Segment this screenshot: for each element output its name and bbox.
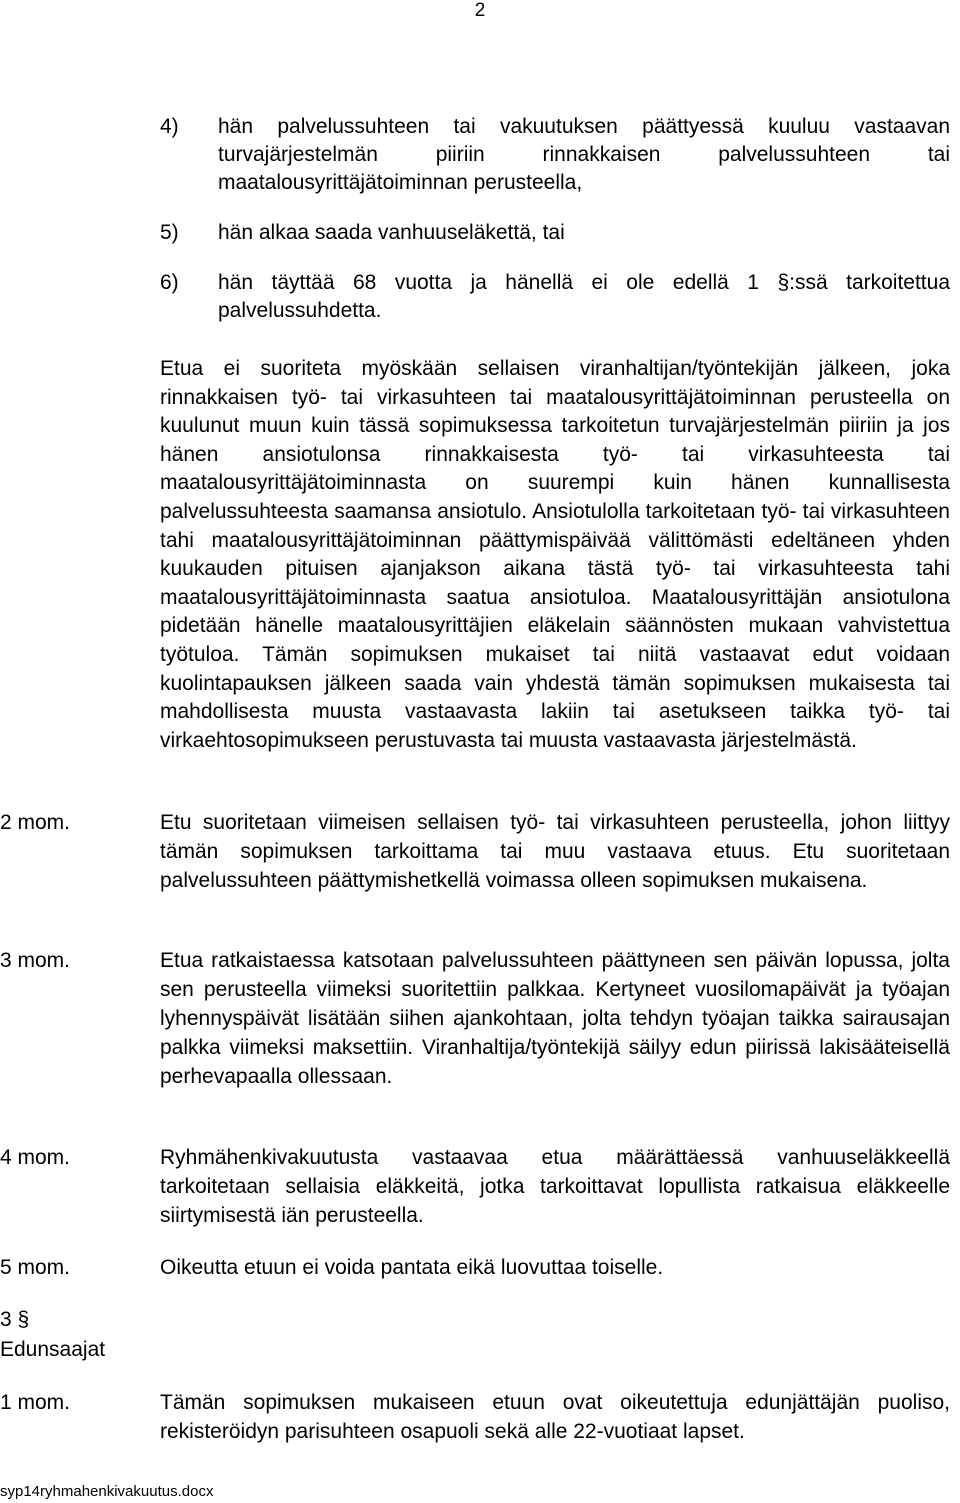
list-item-number: 4): [160, 115, 179, 138]
list-item-text: hän täyttää 68 vuotta ja hänellä ei ole edellä 1 §:ssä tarkoitettua palvelussuhdetta.: [218, 271, 950, 322]
mom-3: [0, 946, 950, 1091]
mom-text: Tämän sopimuksen mukaiseen etuun ovat oikeutettuja edunjättäjän puoliso, rekisteröidyn parisuhteen osapuoli sekä alle 22-vuotiaat lapset.: [160, 1391, 950, 1443]
page-number: 2: [474, 0, 486, 21]
mom-label: 5 mom.: [0, 1256, 71, 1279]
mom-4: [0, 1143, 950, 1230]
section-number: 3 §: [0, 1308, 30, 1331]
list-item: [160, 269, 950, 325]
mom-text: Etu suoritetaan viimeisen sellaisen työ- tai virkasuhteen perusteella, johon liittyy tämän sopimuksen tarkoittama tai muu vastaava etuus. Etu suoritetaan palvelussuhteen päättymishetkellä voimassa olleen sopimuksen mukaisena.: [160, 811, 950, 892]
mom-label: 3 mom.: [0, 949, 71, 972]
mom-2: [0, 808, 950, 895]
numbered-list: [160, 113, 950, 347]
body-paragraph: Etua ei suoriteta myöskään sellaisen viranhaltijan/työntekijän jälkeen, joka rinnakkaisen työ- tai virkasuhteen tai maatalousyrittäjätoiminnan perusteella on kuulunut muun kuin tässä sopimuksessa tarkoitetun turvajärjestelmän piiriin ja jos hänen ansiotulonsa rinnakkaisesta työ- tai virkasuhteesta tai maatalousyrittäjätoiminnasta on suurempi kuin hänen kunnallisesta palvelussuhteesta saamansa ansiotulo. Ansiotulolla tarkoitetaan työ- tai virkasuhteen tahi maatalousyrittäjätoiminnan päättymispäivää välittömästi edeltäneen yhden kuukauden pituisen ajanjakson aikana tästä työ- tai virkasuhteesta tahi maatalousyrittäjätoiminnasta saatua ansiotuloa. Maatalousyrittäjän ansiotulona pidetään hänelle maatalousyrittäjien eläkelain säännösten mukaan vahvistettua työtuloa. Tämän sopimuksen mukaiset tai niitä vastaavat edut voidaan kuolintapauksen jälkeen saada vain yhdestä tämän sopimuksen mukaisesta tai mahdollisesta muusta vastaavasta lakiin tai asetukseen taikka työ- tai virkaehtosopimukseen perustuvasta tai muusta vastaavasta järjestelmästä.: [160, 357, 950, 752]
section-heading: [0, 1305, 105, 1365]
mom-5: [0, 1253, 950, 1282]
mom-label: 1 mom.: [0, 1391, 71, 1414]
list-item-number: 6): [160, 271, 179, 294]
list-item-text: hän alkaa saada vanhuuseläkettä, tai: [218, 221, 565, 244]
footer-filename: syp14ryhmahenkivakuutus.docx: [0, 1483, 214, 1500]
section-title: Edunsaajat: [0, 1338, 106, 1361]
mom-text: Oikeutta etuun ei voida pantata eikä luovuttaa toiselle.: [160, 1256, 664, 1279]
list-item: [160, 113, 950, 197]
list-item-number: 5): [160, 221, 179, 244]
section-mom-1: [0, 1388, 950, 1446]
mom-text: Ryhmähenkivakuutusta vastaavaa etua määrättäessä vanhuuseläkkeellä tarkoitetaan sellaisia eläkkeitä, jotka tarkoittavat lopullista ratkaisua eläkkeelle siirtymisestä iän perusteella.: [160, 1146, 950, 1227]
list-item-text: hän palvelussuhteen tai vakuutuksen päättyessä kuuluu vastaavan turvajärjestelmän piiriin rinnakkaisen palvelussuhteen tai maatalousyrittäjätoiminnan perusteella,: [218, 115, 950, 194]
list-item: [160, 219, 950, 247]
mom-text: Etua ratkaistaessa katsotaan palvelussuhteen päättyneen sen päivän lopussa, jolta sen perusteella viimeksi suoritettiin palkkaa. Kertyneet vuosilomapäivät ja työajan lyhennyspäivät lisätään siihen ajankohtaan, jolta tehdyn työajan taikka sairausajan palkka viimeksi maksettiin. Viranhaltija/työntekijä säilyy edun piirissä lakisääteisellä perhevapaalla ollessaan.: [160, 949, 950, 1088]
mom-label: 4 mom.: [0, 1146, 71, 1169]
mom-label: 2 mom.: [0, 811, 71, 834]
